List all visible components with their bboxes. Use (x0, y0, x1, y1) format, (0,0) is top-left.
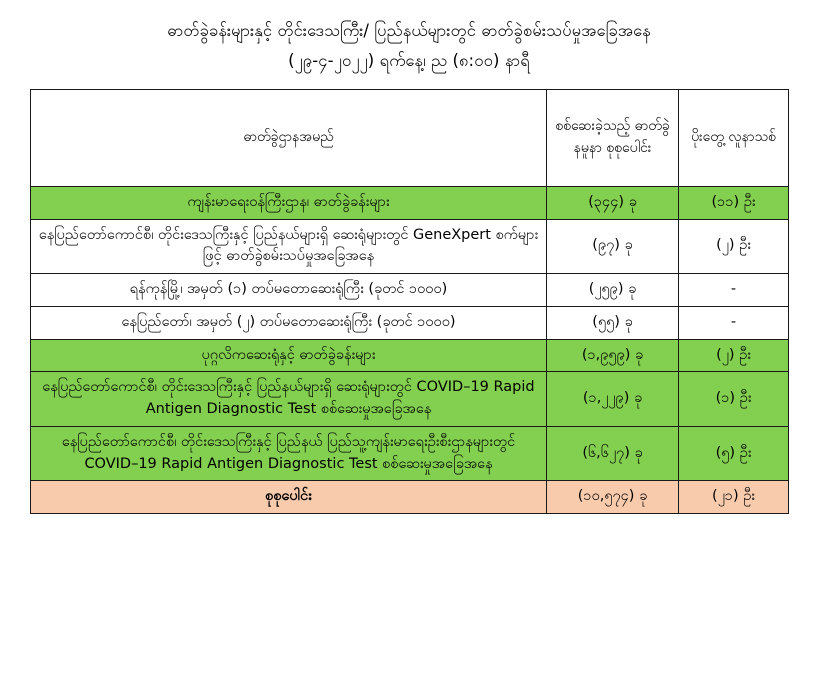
cell-lab-name: ရန်ကုန်မြို့၊ အမှတ် (၁) တပ်မတောဆေးရုံကြီး (ခုတင် ၁၀၀၀) (31, 274, 547, 307)
cell-positive-cases: (၅) ဦး (679, 426, 789, 481)
page-title-line-1: ဓာတ်ခွဲခန်းများနှင့် တိုင်းဒေသကြီး/ ပြည်နယ်များတွင် ဓာတ်ခွဲစမ်းသပ်မှုအခြေအနေ (167, 21, 651, 40)
page-title-line-2: (၂၉-၄-၂၀၂၂) ရက်နေ့၊ ည (၈:၀၀) နာရီ (288, 51, 530, 71)
cell-lab-name: နေပြည်တော်ကောင်စီ၊ တိုင်းဒေသကြီးနှင့် ပြည်နယ်များရှိ ဆေးရုံများတွင် GeneXpert စက်များဖြင့် ဓာတ်ခွဲစမ်းသပ်မှုအခြေအနေ (31, 219, 547, 274)
table-row-total (31, 481, 789, 514)
cell-samples-tested: (၆,၆၂၇) ခု (547, 426, 679, 481)
document-title-block (0, 0, 818, 75)
table-row (31, 219, 789, 274)
cell-samples-tested: (၁,၉၅၉) ခု (547, 339, 679, 372)
column-header-lab-name: ဓာတ်ခွဲဌာနအမည် (31, 89, 547, 186)
cell-lab-name: နေပြည်တော်ကောင်စီ၊ တိုင်းဒေသကြီးနှင့် ပြည်နယ် ပြည်သူ့ကျန်းမာရေးဦးစီးဌာနများတွင် COVID–19 Rapid Antigen Diagnostic Test စစ်ဆေးမှုအခြေအနေ (31, 426, 547, 481)
cell-positive-cases: (၂၁) ဦး (679, 481, 789, 514)
cell-samples-tested: (၉၇) ခု (547, 219, 679, 274)
cell-samples-tested: (၅၅) ခု (547, 306, 679, 339)
lab-testing-table (30, 89, 789, 514)
column-header-samples-tested: စစ်ဆေးခဲ့သည့် ဓာတ်ခွဲနမူနာ စုစုပေါင်း (547, 89, 679, 186)
table-body (31, 186, 789, 513)
column-header-positive-cases: ပိုးတွေ့ လူနာသစ် (679, 89, 789, 186)
cell-samples-tested: (၁,၂၂၉) ခု (547, 372, 679, 427)
cell-lab-name: နေပြည်တော်၊ အမှတ် (၂) တပ်မတောဆေးရုံကြီး (ခုတင် ၁၀၀၀) (31, 306, 547, 339)
cell-positive-cases: - (679, 306, 789, 339)
cell-lab-name: ကျန်းမာရေးဝန်ကြီးဌာန၊ ဓာတ်ခွဲခန်းများ (31, 186, 547, 219)
table-row (31, 274, 789, 307)
table-row (31, 339, 789, 372)
cell-positive-cases: (၂) ဦး (679, 339, 789, 372)
table-header (31, 89, 789, 186)
table-row (31, 306, 789, 339)
table-row (31, 372, 789, 427)
report-table-wrapper (30, 89, 788, 514)
cell-samples-tested: (၂၅၉) ခု (547, 274, 679, 307)
cell-positive-cases: - (679, 274, 789, 307)
cell-positive-cases: (၁၁) ဦး (679, 186, 789, 219)
table-row (31, 186, 789, 219)
cell-samples-tested: (၁၀,၅၇၄) ခု (547, 481, 679, 514)
cell-positive-cases: (၁) ဦး (679, 372, 789, 427)
cell-positive-cases: (၂) ဦး (679, 219, 789, 274)
cell-lab-name: စုစုပေါင်း (31, 481, 547, 514)
cell-samples-tested: (၃၄၄) ခု (547, 186, 679, 219)
table-header-row (31, 89, 789, 186)
cell-lab-name: နေပြည်တော်ကောင်စီ၊ တိုင်းဒေသကြီးနှင့် ပြည်နယ်များရှိ ဆေးရုံများတွင် COVID–19 Rapid Antigen Diagnostic Test စစ်ဆေးမှုအခြေအနေ (31, 372, 547, 427)
table-row (31, 426, 789, 481)
cell-lab-name: ပုဂ္ဂလိကဆေးရုံနှင့် ဓာတ်ခွဲခန်းများ (31, 339, 547, 372)
